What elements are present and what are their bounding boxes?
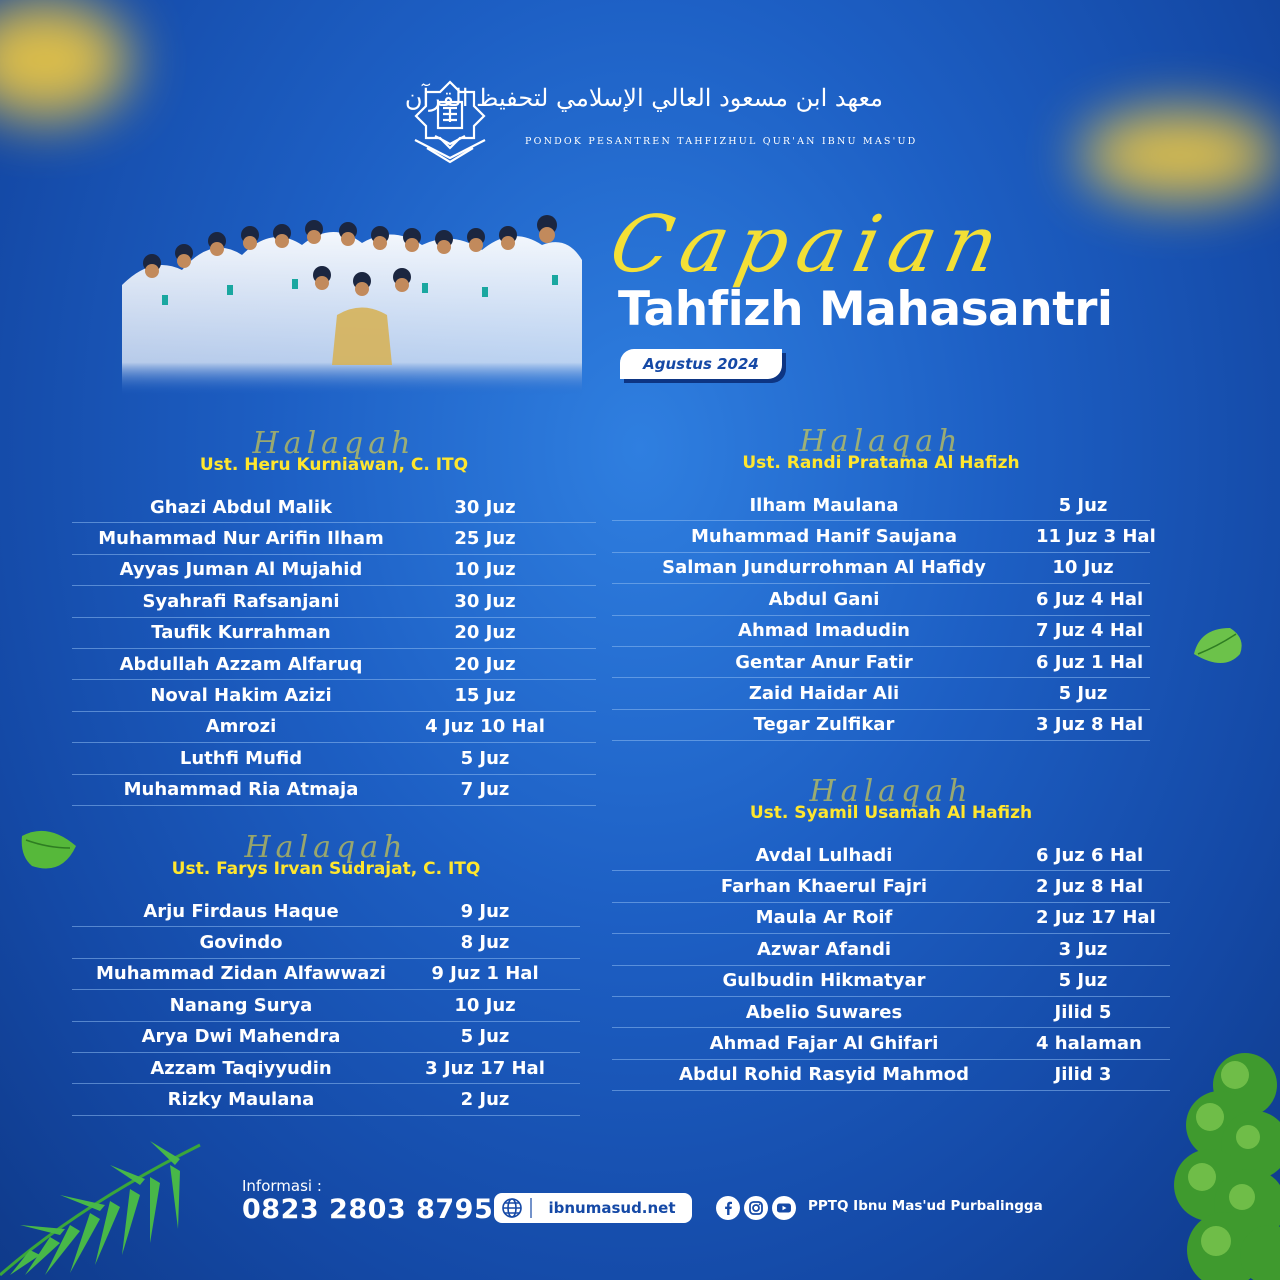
student-row [612, 871, 1170, 902]
student-amount: 9 Juz 1 Hal [431, 963, 539, 985]
student-name: Noval Hakim Azizi [150, 685, 332, 707]
student-name: Tegar Zulfikar [753, 714, 895, 736]
institution-arabic-name: معهد ابن مسعود العالي الإسلامي لتحفيظ القرآن [404, 84, 883, 112]
student-amount: 6 Juz 1 Hal [1036, 651, 1144, 673]
halaqah-teacher-title: Ust. Randi Pratama Al Hafizh [742, 453, 1020, 473]
student-row [612, 584, 1150, 615]
halaqah-group-randi [612, 424, 1156, 741]
student-row [72, 990, 580, 1021]
student-name: Avdal Lulhadi [755, 844, 893, 866]
student-amount: Jilid 3 [1054, 1064, 1112, 1086]
student-amount: 7 Juz [460, 779, 510, 801]
student-amount: 6 Juz 6 Hal [1036, 844, 1144, 866]
student-name: Nanang Surya [169, 994, 313, 1016]
student-amount: 10 Juz [454, 994, 516, 1016]
student-name: Gentar Anur Fatir [735, 651, 913, 673]
yellow-glow-right [1080, 110, 1280, 200]
student-amount: 10 Juz [1052, 557, 1114, 579]
student-name: Arju Firdaus Haque [143, 900, 339, 922]
student-name: Arya Dwi Mahendra [141, 1026, 341, 1048]
student-amount: 6 Juz 4 Hal [1036, 588, 1144, 610]
student-row [72, 1053, 580, 1084]
student-row [72, 680, 596, 711]
student-amount: 8 Juz [460, 932, 510, 954]
info-label: Informasi : [242, 1177, 322, 1195]
halaqah-teacher-title: Ust. Heru Kurniawan, C. ITQ [199, 455, 469, 475]
student-row [72, 523, 596, 554]
student-row [72, 649, 596, 680]
student-name: Ilham Maulana [749, 494, 899, 516]
student-row [612, 934, 1170, 965]
student-list [612, 840, 1170, 1091]
halaqah-script-label: Halaqah [244, 830, 408, 865]
institution-latin-name: PONDOK PESANTREN TAHFIZHUL QUR'AN IBNU MAS'UD [525, 136, 918, 147]
period-badge: Agustus 2024 [620, 349, 782, 379]
student-list [72, 492, 596, 806]
student-amount: 25 Juz [454, 528, 516, 550]
student-row [72, 1084, 580, 1115]
student-row [72, 896, 580, 927]
student-name: Abdul Gani [768, 588, 880, 610]
student-row [72, 775, 596, 806]
student-name: Govindo [199, 932, 283, 954]
student-name: Maula Ar Roif [755, 907, 893, 929]
student-row [72, 492, 596, 523]
student-row [612, 616, 1150, 647]
globe-icon [500, 1196, 524, 1220]
student-name: Ahmad Fajar Al Ghifari [709, 1033, 939, 1055]
student-amount: 10 Juz [454, 559, 516, 581]
student-row [612, 710, 1150, 741]
youtube-icon[interactable] [772, 1196, 796, 1220]
student-row [612, 647, 1150, 678]
student-name: Azzam Taqiyyudin [150, 1057, 332, 1079]
student-name: Abdul Rohid Rasyid Mahmod [679, 1064, 969, 1086]
student-amount: 5 Juz [460, 747, 510, 769]
student-amount: 3 Juz [1058, 938, 1108, 960]
student-row [72, 555, 596, 586]
student-name: Rizky Maulana [167, 1089, 315, 1111]
student-row [72, 618, 596, 649]
pill-divider [530, 1198, 532, 1218]
student-name: Ahmad Imadudin [738, 620, 910, 642]
student-amount: 7 Juz 4 Hal [1036, 620, 1144, 642]
student-row [72, 927, 580, 958]
student-row [72, 743, 596, 774]
student-name: Luthfi Mufid [179, 747, 303, 769]
student-name: Muhammad Zidan Alfawwazi [96, 963, 386, 985]
halaqah-group-heru [72, 426, 596, 806]
student-amount: 9 Juz [460, 900, 510, 922]
student-name: Ghazi Abdul Malik [150, 496, 332, 518]
student-name: Taufik Kurrahman [151, 622, 331, 644]
student-list [612, 490, 1156, 741]
student-row [72, 959, 580, 990]
student-amount: 2 Juz [460, 1089, 510, 1111]
halaqah-script-label: Halaqah [799, 424, 963, 459]
student-amount: 5 Juz [1058, 494, 1108, 516]
leaf-icon [18, 826, 80, 874]
student-amount: 5 Juz [1058, 683, 1108, 705]
student-name: Salman Jundurrohman Al Hafidy [662, 557, 986, 579]
student-amount: 4 halaman [1036, 1033, 1142, 1055]
student-row [612, 1060, 1170, 1091]
student-row [612, 490, 1150, 521]
student-row [612, 521, 1156, 552]
leaf-icon [1190, 624, 1246, 672]
student-name: Syahrafi Rafsanjani [142, 590, 340, 612]
student-amount: 3 Juz 17 Hal [425, 1057, 545, 1079]
halaqah-teacher-title: Ust. Syamil Usamah Al Hafizh [749, 803, 1033, 823]
student-name: Abdullah Azzam Alfaruq [119, 653, 363, 675]
halaqah-teacher-title: Ust. Farys Irvan Sudrajat, C. ITQ [171, 859, 481, 879]
student-name: Muhammad Hanif Saujana [691, 526, 957, 548]
students-group-photo [122, 215, 582, 395]
student-name: Zaid Haidar Ali [748, 683, 900, 705]
halaqah-script-label: Halaqah [252, 426, 416, 461]
student-list [72, 896, 580, 1116]
student-name: Abelio Suwares [745, 1001, 903, 1023]
student-name: Azwar Afandi [756, 938, 892, 960]
student-name: Muhammad Ria Atmaja [123, 779, 359, 801]
student-row [612, 997, 1170, 1028]
capaian-script-word: Capaian [602, 200, 1016, 290]
halaqah-group-farys [72, 830, 580, 1116]
student-name: Farhan Khaerul Fajri [720, 876, 928, 898]
student-row [612, 966, 1170, 997]
halaqah-group-syamil [612, 774, 1170, 1091]
student-row [612, 678, 1150, 709]
student-amount: 5 Juz [460, 1026, 510, 1048]
student-row [72, 586, 596, 617]
student-amount: 11 Juz 3 Hal [1036, 526, 1156, 548]
contact-phone[interactable]: 0823 2803 8795 [242, 1194, 494, 1225]
social-handle: PPTQ Ibnu Mas'ud Purbalingga [808, 1198, 1043, 1214]
student-amount: 5 Juz [1058, 970, 1108, 992]
main-title: Tahfizh Mahasantri [618, 282, 1113, 337]
halaqah-script-label: Halaqah [809, 774, 973, 809]
instagram-icon[interactable] [744, 1196, 768, 1220]
student-name: Gulbudin Hikmatyar [722, 970, 926, 992]
palm-leaf-icon [0, 1125, 240, 1280]
yellow-glow-left [0, 0, 130, 120]
student-name: Amrozi [205, 716, 277, 738]
website-link[interactable] [494, 1193, 692, 1223]
student-amount: 2 Juz 8 Hal [1036, 876, 1144, 898]
student-row [612, 903, 1170, 934]
student-amount: 20 Juz [454, 653, 516, 675]
student-amount: 30 Juz [454, 590, 516, 612]
student-amount: 2 Juz 17 Hal [1036, 907, 1156, 929]
student-amount: Jilid 5 [1054, 1001, 1112, 1023]
student-amount: 20 Juz [454, 622, 516, 644]
student-row [612, 553, 1150, 584]
student-row [72, 1022, 580, 1053]
student-row [612, 840, 1170, 871]
student-amount: 15 Juz [454, 685, 516, 707]
student-name: Muhammad Nur Arifin Ilham [98, 528, 384, 550]
website-url: ibnumasud.net [548, 1199, 676, 1217]
institution-header [404, 78, 918, 168]
student-row [612, 1028, 1170, 1059]
student-name: Ayyas Juman Al Mujahid [119, 559, 363, 581]
student-amount: 3 Juz 8 Hal [1036, 714, 1144, 736]
student-amount: 4 Juz 10 Hal [425, 716, 545, 738]
student-row [72, 712, 596, 743]
student-amount: 30 Juz [454, 496, 516, 518]
tree-foliage-icon [1150, 1045, 1280, 1280]
facebook-icon[interactable] [716, 1196, 740, 1220]
